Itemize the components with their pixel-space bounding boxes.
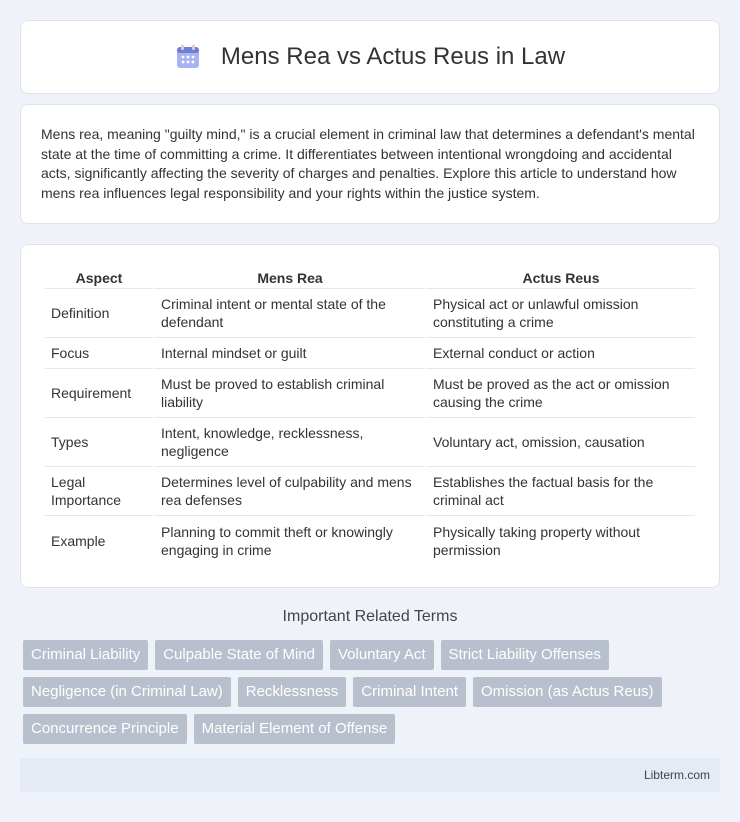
cell-aspect: Types <box>45 418 153 467</box>
cell-aspect: Definition <box>45 289 153 338</box>
table-row <box>45 338 695 369</box>
related-terms-title: Important Related Terms <box>282 608 458 625</box>
related-terms-list <box>23 640 723 744</box>
related-term-tag[interactable]: Recklessness <box>238 677 347 707</box>
page-title: Mens Rea vs Actus Reus in Law <box>220 43 566 70</box>
intro-paragraph: Mens rea, meaning "guilty mind," is a crucial element in criminal law that determines a defendant's mental state at the time of committing a crime. It differentiates between intentional wrongdoing and accidental acts, significantly affecting the severity of charges and penalties. Explore this article to understand how mens rea influences legal responsibility and your rights within the justice system. <box>41 126 695 201</box>
related-term-tag[interactable]: Voluntary Act <box>330 640 434 670</box>
comparison-table-card <box>20 244 720 588</box>
cell-actus-reus: Physically taking property without permission <box>433 523 640 558</box>
table-row <box>45 516 695 565</box>
table-row <box>45 369 695 418</box>
cell-actus-reus: Voluntary act, omission, causation <box>427 418 695 467</box>
cell-mens-rea: Determines level of culpability and mens rea defenses <box>155 467 425 516</box>
cell-mens-rea: Internal mindset or guilt <box>155 338 425 369</box>
cell-actus-reus: Physical act or unlawful omission constituting a crime <box>427 289 695 338</box>
footer-site-link[interactable]: Libterm.com <box>643 768 710 782</box>
table-row <box>45 467 695 516</box>
header-inner <box>175 43 565 71</box>
cell-aspect: Legal Importance <box>45 467 153 516</box>
comparison-table <box>43 265 697 565</box>
header-mens-rea: Mens Rea <box>155 265 425 289</box>
table-row <box>45 289 695 338</box>
calendar-grid-icon <box>175 44 201 70</box>
related-term-tag[interactable]: Culpable State of Mind <box>155 640 323 670</box>
related-term-tag[interactable]: Material Element of Offense <box>194 714 396 744</box>
related-term-tag[interactable]: Criminal Liability <box>23 640 148 670</box>
related-term-tag[interactable]: Omission (as Actus Reus) <box>473 677 662 707</box>
header-aspect: Aspect <box>45 265 153 289</box>
cell-aspect: Requirement <box>45 369 153 418</box>
cell-actus-reus: Must be proved as the act or omission causing the crime <box>427 369 695 418</box>
cell-actus-reus: Establishes the factual basis for the criminal act <box>427 467 695 516</box>
related-term-tag[interactable]: Strict Liability Offenses <box>441 640 609 670</box>
intro-card <box>20 104 720 224</box>
related-term-tag[interactable]: Negligence (in Criminal Law) <box>23 677 231 707</box>
cell-aspect: Focus <box>45 338 153 369</box>
cell-mens-rea: Intent, knowledge, recklessness, negligence <box>155 418 425 467</box>
related-term-tag[interactable]: Criminal Intent <box>353 677 466 707</box>
cell-mens-rea: Planning to commit theft or knowingly engaging in crime <box>161 523 393 558</box>
footer <box>20 758 720 792</box>
header-actus-reus: Actus Reus <box>427 265 695 289</box>
cell-actus-reus: External conduct or action <box>427 338 695 369</box>
related-term-tag[interactable]: Concurrence Principle <box>23 714 187 744</box>
cell-aspect: Example <box>51 532 106 549</box>
table-header-row <box>45 265 695 289</box>
table-row <box>45 418 695 467</box>
cell-mens-rea: Must be proved to establish criminal liability <box>155 369 425 418</box>
header-card <box>20 20 720 94</box>
cell-mens-rea: Criminal intent or mental state of the defendant <box>155 289 425 338</box>
